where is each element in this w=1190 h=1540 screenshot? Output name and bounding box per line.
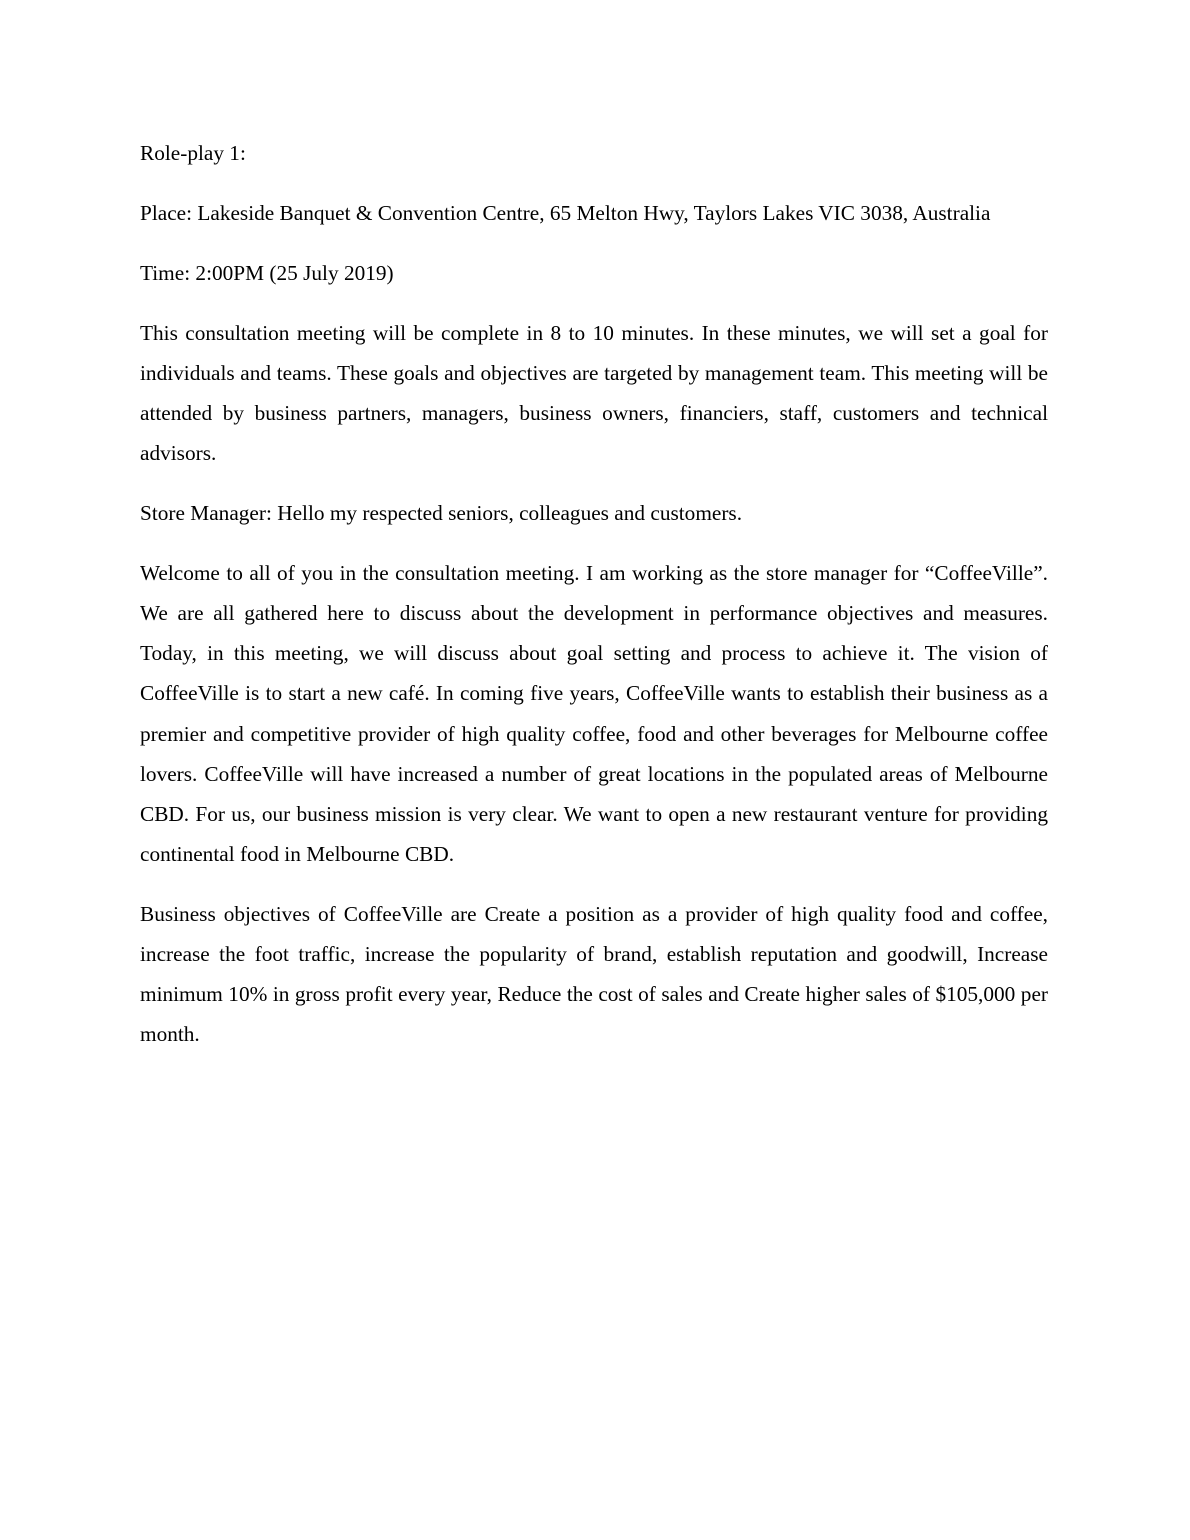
document-body xyxy=(140,133,1048,1074)
roleplay-heading: Role-play 1: xyxy=(140,141,246,165)
welcome-paragraph: Welcome to all of you in the consultation meeting. I am working as the store manager for “CoffeeVille”. We are all gathered here to discuss about the development in performance objectives and measures. Today, in this meeting, we will discuss about goal setting and process to achieve it. The vision of CoffeeVille is to start a new café. In coming five years, CoffeeVille wants to establish their business as a premier and competitive provider of high quality coffee, food and other beverages for Melbourne coffee lovers. CoffeeVille will have increased a number of great locations in the populated areas of Melbourne CBD. For us, our business mission is very clear. We want to open a new restaurant venture for providing continental food in Melbourne CBD. xyxy=(140,561,1048,866)
time-line: Time: 2:00PM (25 July 2019) xyxy=(140,260,394,285)
meeting-description-paragraph: This consultation meeting will be complete in 8 to 10 minutes. In these minutes, we will set a goal for individuals and teams. These goals and objectives are targeted by management team. This meeting will be attended by business partners, managers, business owners, financiers, staff, customers and technical advisors. xyxy=(140,320,1048,466)
business-objectives-paragraph: Business objectives of CoffeeVille are Create a position as a provider of high quality food and coffee, increase the foot traffic, increase the popularity of brand, establish reputation and goodwill, Increase minimum 10% in gross profit every year, Reduce the cost of sales and Create higher sales of $105,000 per month. xyxy=(140,901,1048,1047)
store-manager-greeting: Store Manager: Hello my respected seniors, colleagues and customers. xyxy=(140,501,743,526)
place-line: Place: Lakeside Banquet & Convention Centre, 65 Melton Hwy, Taylors Lakes VIC 3038, Australia xyxy=(140,200,991,225)
